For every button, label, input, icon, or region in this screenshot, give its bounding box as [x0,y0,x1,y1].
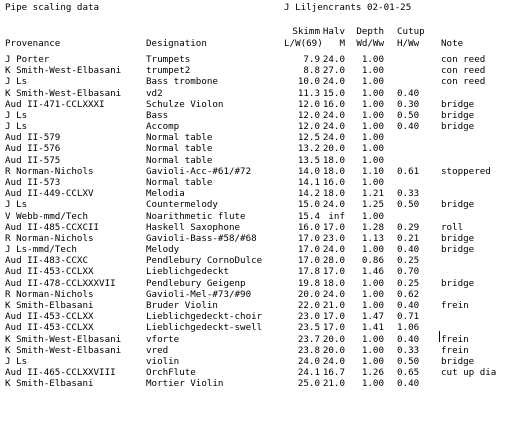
table-row [0,77,513,87]
provenance: J Porter [5,54,50,65]
designation: violin [146,355,180,367]
designation: Melody [146,244,180,256]
provenance: Aud II-579 [5,132,61,144]
provenance: J Ls [5,199,28,211]
designation: Bruder Violin [146,300,218,311]
provenance: Aud II-471-CCLXXXI [5,98,105,110]
depth-value: 1.10 [361,165,384,177]
skimm-value: 12.0 [297,121,320,133]
halv-value: 17.0 [322,221,345,233]
halv-value: 24.0 [322,121,345,133]
halv-value: 21.0 [322,378,345,390]
halv-value: 20.0 [322,344,345,356]
skimm-value: 13.5 [297,154,320,166]
designation: vforte [146,333,180,345]
table-row [0,66,513,76]
table-row [0,144,513,154]
cutup-value: 0.50 [397,355,420,367]
skimm-value: 25.0 [297,378,320,390]
cutup-value: 0.40 [397,87,420,99]
table-row [0,200,513,210]
cutup-value: 0.71 [397,311,420,323]
table-row [0,55,513,65]
designation: vred [146,344,169,356]
table-row [0,122,513,132]
halv-value: 18.0 [322,188,345,200]
provenance: Aud II-576 [5,143,61,155]
depth-value: 1.00 [361,277,384,289]
provenance: R Norman-Nichols [5,232,94,244]
halv-value: 24.0 [322,355,345,367]
table-row [0,234,513,244]
halv-value: 24.0 [322,109,345,121]
skimm-value: 14.2 [297,188,320,200]
designation: Lieblichgedeckt-choir [146,311,263,323]
provenance: K Smith-Elbasani [5,300,94,311]
table-row [0,290,513,300]
cutup-value: 0.40 [397,244,420,256]
skimm-value: 7.9 [303,54,320,65]
table-row [0,111,513,121]
cutup-value: 0.29 [397,221,420,233]
depth-value: 1.00 [361,154,384,166]
designation: Bass trombone [146,76,218,88]
table-row [0,379,513,389]
halv-value: inf [328,210,345,222]
depth-value: 1.25 [361,199,384,211]
note: bridge [441,277,475,289]
note: frein [441,300,469,311]
cutup-value: 0.40 [397,121,420,133]
halv-value: 27.0 [322,65,345,77]
cutup-value: 0.40 [397,300,420,311]
cutup-value: 0.62 [397,288,420,300]
header-line-1 [0,27,513,37]
table-row [0,346,513,356]
depth-value: 1.46 [361,266,384,278]
depth-value: 1.00 [361,288,384,300]
provenance: J Ls-mmd/Tech [5,244,77,256]
table-row [0,178,513,188]
cutup-value: 0.70 [397,266,420,278]
provenance: K Smith-West-Elbasani [5,333,122,345]
halv-value: 20.0 [322,333,345,345]
note: frein [441,344,469,356]
header-cutup-unit: H/Ww [397,38,420,49]
cutup-value: 1.06 [397,322,420,334]
skimm-value: 10.0 [297,76,320,88]
designation: Countermelody [146,199,218,211]
header-depth: Depth [356,26,384,37]
header-note: Note [441,38,464,49]
provenance: Aud II-453-CCLXX [5,322,94,334]
table-row [0,133,513,143]
table-row [0,223,513,233]
designation: Noarithmetic flute [146,210,246,222]
cutup-value: 0.25 [397,277,420,289]
halv-value: 18.0 [322,154,345,166]
skimm-value: 23.5 [297,322,320,334]
halv-value: 16.0 [322,98,345,110]
table-row [0,357,513,367]
depth-value: 1.00 [361,300,384,311]
note: bridge [441,355,475,367]
designation: Normal table [146,132,213,144]
designation: Pendlebury CornoDulce [146,255,263,267]
depth-value: 1.00 [361,98,384,110]
table-row [0,100,513,110]
header-halv: Halv [322,26,345,37]
header-halv-unit: M [339,38,345,49]
designation: Accomp [146,121,180,133]
halv-value: 16.0 [322,177,345,188]
designation: Gavioli-Bass-#58/#68 [146,232,257,244]
note: bridge [441,232,475,244]
cutup-value: 0.50 [397,199,420,211]
header-skimm-unit: L/W(69) [284,38,323,49]
text-cursor [439,331,440,342]
depth-value: 1.00 [361,378,384,390]
halv-value: 18.0 [322,277,345,289]
depth-value: 1.00 [361,344,384,356]
provenance: Aud II-483-CCXC [5,255,88,267]
note: roll [441,221,464,233]
note: stoppered [441,165,491,177]
halv-value: 21.0 [322,300,345,311]
provenance: Aud II-575 [5,154,61,166]
designation: OrchFlute [146,367,196,378]
note: con reed [441,65,486,77]
note: frein [441,333,469,345]
designation: Schulze Violon [146,98,224,110]
skimm-value: 24.1 [297,367,320,378]
skimm-value: 11.3 [297,87,320,99]
depth-value: 0.86 [361,255,384,267]
skimm-value: 23.7 [297,333,320,345]
cutup-value: 0.61 [397,165,420,177]
depth-value: 1.00 [361,121,384,133]
table-row [0,212,513,222]
depth-value: 1.00 [361,143,384,155]
skimm-value: 17.8 [297,266,320,278]
skimm-value: 14.0 [297,165,320,177]
provenance: Aud II-449-CCLXV [5,188,94,200]
table-row [0,312,513,322]
halv-value: 17.0 [322,322,345,334]
halv-value: 24.0 [322,288,345,300]
provenance: Aud II-453-CCLXX [5,311,94,323]
depth-value: 1.00 [361,87,384,99]
depth-value: 1.00 [361,333,384,345]
table-row [0,256,513,266]
cutup-value: 0.65 [397,367,420,378]
skimm-value: 17.0 [297,232,320,244]
skimm-value: 20.0 [297,288,320,300]
depth-value: 1.00 [361,109,384,121]
depth-value: 1.21 [361,188,384,200]
halv-value: 20.0 [322,143,345,155]
skimm-value: 23.0 [297,311,320,323]
header-line-2 [0,39,513,49]
provenance: K Smith-West-Elbasani [5,344,122,356]
provenance: R Norman-Nichols [5,165,94,177]
provenance: R Norman-Nichols [5,288,94,300]
table-row [0,301,513,311]
provenance: J Ls [5,355,28,367]
note: con reed [441,54,486,65]
depth-value: 1.00 [361,355,384,367]
halv-value: 24.0 [322,199,345,211]
provenance: V Webb-mmd/Tech [5,210,88,222]
cutup-value: 0.25 [397,255,420,267]
skimm-value: 23.8 [297,344,320,356]
designation: Lieblichgedeckt [146,266,229,278]
halv-value: 15.0 [322,87,345,99]
depth-value: 1.00 [361,76,384,88]
table-row [0,368,513,378]
designation: Gavioli-Acc-#61/#72 [146,165,252,177]
header-designation: Designation [146,38,207,49]
designation: Pendlebury Geigenp [146,277,246,289]
depth-value: 1.26 [361,367,384,378]
halv-value: 24.0 [322,244,345,256]
author-date: J Liljencrants 02-01-25 [284,2,412,13]
provenance: K Smith-West-Elbasani [5,87,122,99]
skimm-value: 15.0 [297,199,320,211]
provenance: J Ls [5,121,28,133]
skimm-value: 17.0 [297,244,320,256]
designation: Mortier Violin [146,378,224,390]
cutup-value: 0.33 [397,188,420,200]
document-title: Pipe scaling data [5,2,100,13]
cutup-value: 0.30 [397,98,420,110]
halv-value: 16.7 [322,367,345,378]
skimm-value: 12.5 [297,132,320,144]
skimm-value: 12.0 [297,98,320,110]
skimm-value: 17.0 [297,255,320,267]
designation: Melodia [146,188,185,200]
halv-value: 17.0 [322,311,345,323]
cutup-value: 0.50 [397,109,420,121]
provenance: Aud II-573 [5,177,61,188]
table-row [0,245,513,255]
header-cutup: Cutup [397,26,425,37]
depth-value: 1.00 [361,210,384,222]
skimm-value: 16.0 [297,221,320,233]
designation: Trumpets [146,54,191,65]
cutup-value: 0.40 [397,378,420,390]
halv-value: 24.0 [322,76,345,88]
cutup-value: 0.40 [397,333,420,345]
table-row [0,335,513,345]
cutup-value: 0.33 [397,344,420,356]
designation: vd2 [146,87,163,99]
provenance: Aud II-465-CCLXXVIII [5,367,116,378]
table-row [0,89,513,99]
skimm-value: 22.0 [297,300,320,311]
provenance: K Smith-West-Elbasani [5,65,122,77]
designation: Haskell Saxophone [146,221,241,233]
header-skimm: Skimm [292,26,320,37]
table-row [0,167,513,177]
note: bridge [441,109,475,121]
halv-value: 17.0 [322,266,345,278]
depth-value: 1.00 [361,132,384,144]
provenance: Aud II-478-CCLXXXVII [5,277,116,289]
designation: Lieblichgedeckt-swell [146,322,263,334]
designation: Normal table [146,177,213,188]
note: bridge [441,121,475,133]
skimm-value: 24.0 [297,355,320,367]
depth-value: 1.00 [361,177,384,188]
skimm-value: 14.1 [297,177,320,188]
provenance: Aud II-485-CCXCII [5,221,100,233]
note: bridge [441,98,475,110]
halv-value: 24.0 [322,54,345,65]
skimm-value: 13.2 [297,143,320,155]
skimm-value: 12.0 [297,109,320,121]
cutup-value: 0.21 [397,232,420,244]
designation: Normal table [146,143,213,155]
designation: Bass [146,109,169,121]
depth-value: 1.13 [361,232,384,244]
provenance: K Smith-Elbasani [5,378,94,390]
note: bridge [441,244,475,256]
provenance: J Ls [5,76,28,88]
note: bridge [441,199,475,211]
table-row [0,189,513,199]
depth-value: 1.47 [361,311,384,323]
table-row [0,323,513,333]
halv-value: 28.0 [322,255,345,267]
designation: Normal table [146,154,213,166]
skimm-value: 8.8 [303,65,320,77]
header-depth-unit: Wd/Ww [356,38,384,49]
skimm-value: 15.4 [297,210,320,222]
table-row [0,267,513,277]
depth-value: 1.00 [361,244,384,256]
halv-value: 23.0 [322,232,345,244]
skimm-value: 19.8 [297,277,320,289]
designation: Gavioli-Mel-#73/#90 [146,288,252,300]
depth-value: 1.00 [361,54,384,65]
depth-value: 1.28 [361,221,384,233]
note: con reed [441,76,486,88]
provenance: Aud II-453-CCLXX [5,266,94,278]
header-provenance: Provenance [5,38,61,49]
halv-value: 18.0 [322,165,345,177]
provenance: J Ls [5,109,28,121]
depth-value: 1.41 [361,322,384,334]
designation: trumpet2 [146,65,191,77]
note: cut up dia [441,367,497,378]
title-line [0,3,513,13]
halv-value: 24.0 [322,132,345,144]
table-row [0,279,513,289]
depth-value: 1.00 [361,65,384,77]
table-row [0,156,513,166]
